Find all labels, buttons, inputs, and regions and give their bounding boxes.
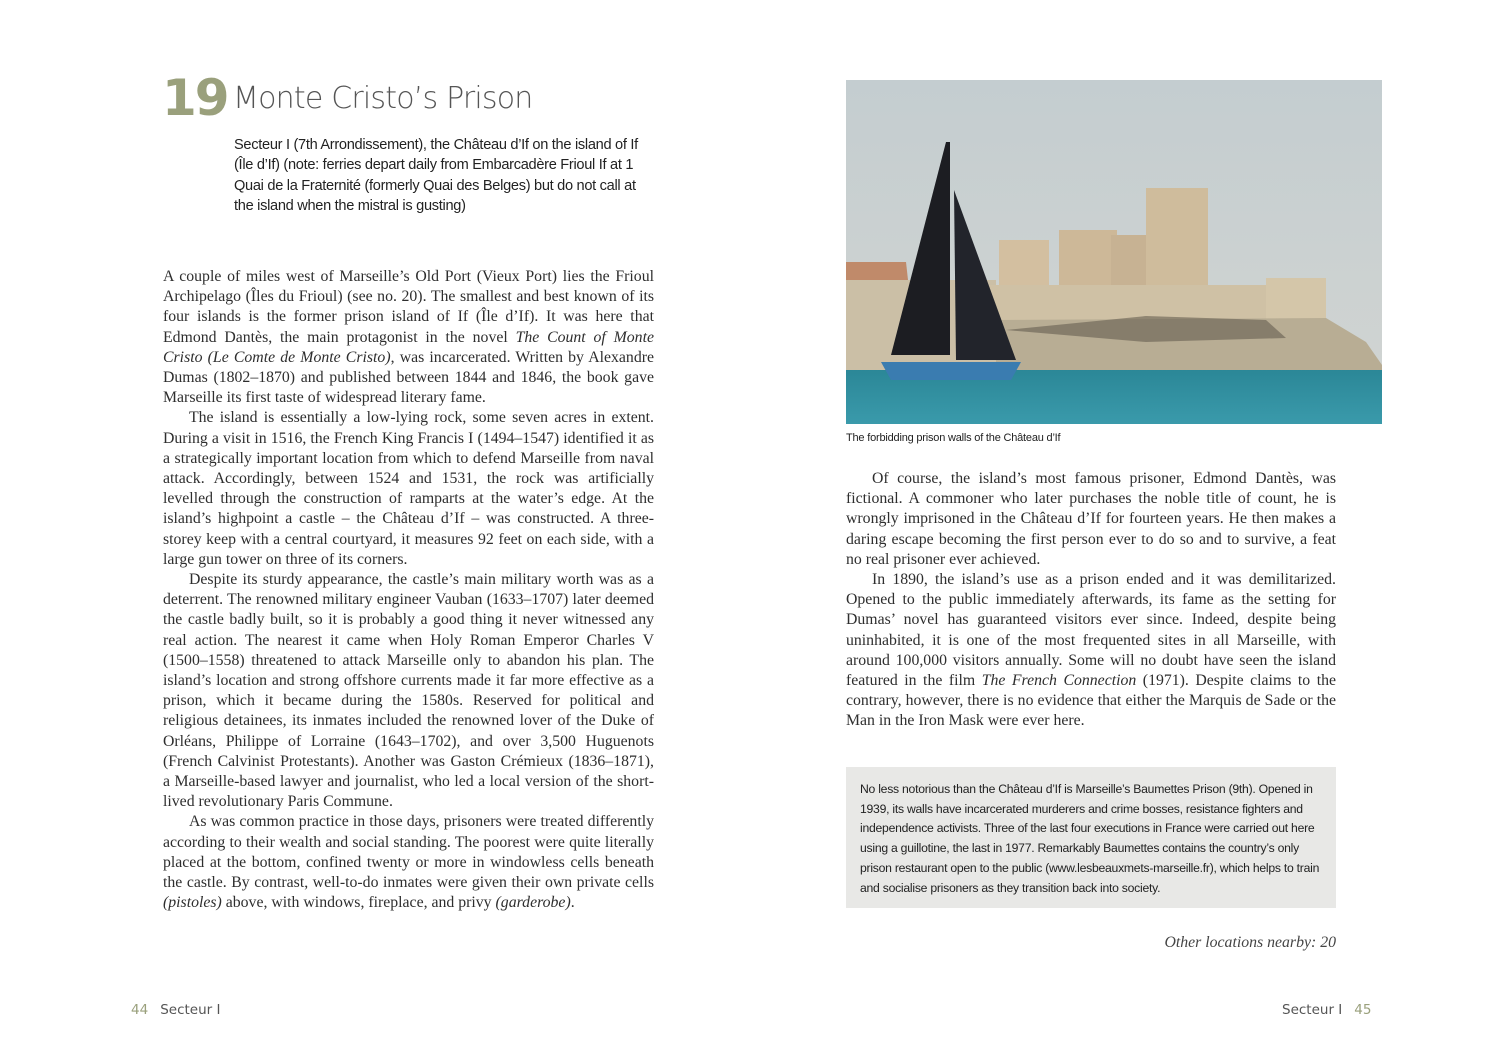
chateau-dif-photo bbox=[846, 80, 1382, 424]
footer-right bbox=[1282, 1002, 1371, 1018]
entry-number: 19 bbox=[162, 69, 228, 127]
running-section: Secteur I bbox=[1282, 1002, 1343, 1018]
photo-caption: The forbidding prison walls of the Château d’If bbox=[846, 432, 1061, 444]
entry-address: Secteur I (7th Arrondissement), the Château d’If on the island of If (Île d’If) (note: ferries depart daily from Embarcadère Frioul If at 1 Quai de la Fraternité (formerly Quai des Belges) but do not call at the island when the mistral is gusting) bbox=[234, 137, 638, 214]
left-body-text bbox=[163, 267, 654, 914]
paragraph: Of course, the island’s most famous prisoner, Edmond Dantès, was fictional. A commoner who later purchases the noble title of count, he is wrongly imprisoned in the Château d’If for fourteen years. He then makes a daring escape becoming the first person ever to do so and to survive, a feat no real prisoner ever achieved. bbox=[846, 470, 1336, 568]
sidebar-box bbox=[846, 767, 1336, 908]
paragraph: As was common practice in those days, prisoners were treated differently according to their wealth and social standing. The poorest were quite literally placed at the bottom, confined twenty or more in windowless cells beneath the castle. By contrast, well-to-do inmates were given their own private cells (pistoles) above, with windows, fireplace, and privy (garderobe). bbox=[163, 813, 654, 912]
right-body-text bbox=[846, 469, 1336, 732]
paragraph: Despite its sturdy appearance, the castle’s main military worth was as a deterrent. The renowned military engineer Vauban (1633–1707) later deemed the castle badly built, so it is probably a good thing it never witnessed any real action. The nearest it came when Holy Roman Emperor Charles V (1500–1558) threatened to attack Marseille only to abandon his plan. The island’s location and strong offshore currents made it far more effective as a prison, which it became during the 1580s. Reserved for political and religious detainees, its inmates included the renowned lover of the Duke of Orléans, Philippe of Lorraine (1643–1702), and over 3,500 Huguenots (French Calvinist Protestants). Another was Gaston Crémieux (1836–1871), a Marseille-based lawyer and journalist, who led a local version of the short-lived revolutionary Paris Commune. bbox=[163, 571, 654, 811]
nearby-locations: Other locations nearby: 20 bbox=[1164, 934, 1336, 951]
page-number: 44 bbox=[131, 1002, 149, 1018]
sidebar-text: No less notorious than the Château d’If is Marseille’s Baumettes Prison (9th). Opened in 1939, its walls have incarcerated murderers and crime bosses, resistance fighters and independence activists. Three of the last four executions in France were carried out here using a guillotine, the last in 1977. Remarkably Baumettes contains the country’s only prison restaurant open to the public (www.lesbeauxmets-marseille.fr), which helps to train and socialise prisoners as they transition back into society. bbox=[860, 782, 1320, 895]
paragraph: In 1890, the island’s use as a prison ended and it was demilitarized. Opened to the public immediately afterwards, its fame as the setting for Dumas’ novel has guaranteed visitors ever since. Indeed, despite being uninhabited, it is one of the most frequented sites in all Marseille, with around 100,000 visitors annually. Some will no doubt have seen the island featured in the film The French Connection (1971). Despite claims to the contrary, however, there is no evidence that either the Marquis de Sade or the Man in the Iron Mask were ever here. bbox=[846, 571, 1336, 730]
footer-left bbox=[131, 1002, 220, 1018]
paragraph: The island is essentially a low-lying rock, some seven acres in extent. During a visit in 1516, the French King Francis I (1494–1547) identified it as a strategically important location from which to defend Marseille from naval attack. Accordingly, between 1524 and 1531, the rock was artificially levelled through the construction of ramparts at the water’s edge. At the island’s highpoint a castle – the Château d’If – was constructed. A three-storey keep with a central courtyard, it measures 92 feet on each side, with a large gun tower on three of its corners. bbox=[163, 409, 654, 568]
page-number: 45 bbox=[1354, 1002, 1372, 1018]
paragraph: A couple of miles west of Marseille’s Old Port (Vieux Port) lies the Frioul Archipelago (Îles du Frioul) (see no. 20). The smallest and best known of its four islands is the former prison island of If (Île d’If). It was here that Edmond Dantès, the main protagonist in the novel The Count of Monte Cristo (Le Comte de Monte Cristo), was incarcerated. Written by Alexandre Dumas (1802–1870) and published between 1844 and 1846, the book gave Marseille its first taste of widespread literary fame. bbox=[163, 268, 655, 407]
entry-title: Monte Cristo’s Prison bbox=[233, 81, 533, 116]
running-section: Secteur I bbox=[160, 1002, 221, 1018]
photo-illustration bbox=[846, 80, 1382, 424]
